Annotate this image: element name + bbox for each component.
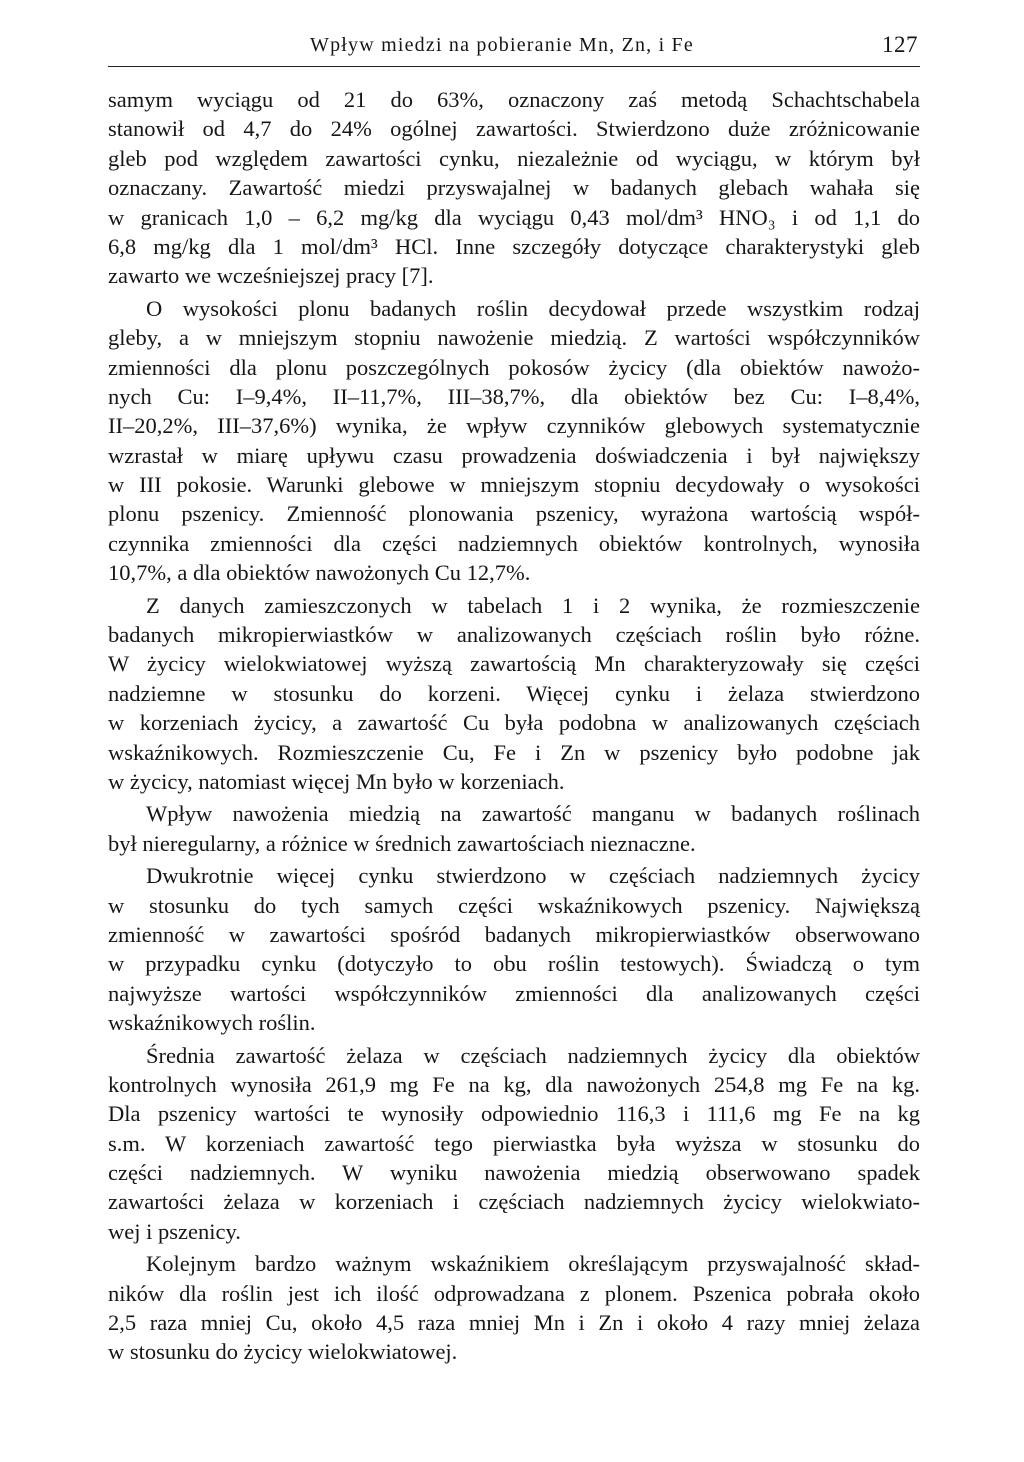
running-head — [108, 32, 920, 66]
paragraph — [108, 591, 920, 797]
text-line: O wysokości plonu badanych roślin decydował przede wszystkim rodzaj — [146, 295, 920, 321]
paragraph — [108, 1041, 920, 1247]
text-line: zawarto we wcześniejszej pracy [7]. — [108, 263, 434, 289]
text-line: 10,7%, a dla obiektów nawożonych Cu 12,7%. — [108, 560, 531, 586]
text-line: Średnia zawartość żelaza w częściach nadziemnych życicy dla obiektów — [146, 1042, 920, 1068]
text-line: Kolejnym bardzo ważnym wskaźnikiem określającym przyswajalność skład- — [146, 1251, 920, 1277]
text-line: badanych mikropierwiastków w analizowanych częściach roślin było różne. — [108, 622, 920, 648]
page-number: 127 — [882, 32, 918, 57]
text-line: wskaźnikowych. Rozmieszczenie Cu, Fe i Zn w pszenicy było podobne jak — [108, 739, 920, 765]
text-line: w granicach 1,0 – 6,2 mg/kg dla wyciągu 0,43 mol/dm³ HNO₃ i od 1,1 do — [108, 204, 920, 230]
text-line: był nieregularny, a różnice w średnich zawartościach nieznaczne. — [108, 830, 696, 856]
text-line: samym wyciągu od 21 do 63%, oznaczony zaś metodą Schachtschabela — [108, 87, 920, 112]
paragraph — [108, 799, 920, 858]
text-line: W życicy wielokwiatowej wyższą zawartością Mn charakteryzowały się części — [108, 651, 920, 677]
text-line: Dla pszenicy wartości te wynosiły odpowiednio 116,3 i 111,6 mg Fe na kg — [108, 1101, 920, 1127]
text-line: plonu pszenicy. Zmienność plonowania pszenicy, wyrażona wartością współ- — [108, 501, 920, 527]
text-line: ników dla roślin jest ich ilość odprowadzana z plonem. Pszenica pobrała około — [108, 1280, 920, 1306]
text-line: gleby, a w mniejszym stopniu nawożenie miedzią. Z wartości współczynników — [108, 325, 920, 351]
text-line: wzrastał w miarę upływu czasu prowadzenia doświadczenia i był największy — [108, 442, 920, 468]
text-line: 6,8 mg/kg dla 1 mol/dm³ HCl. Inne szczegóły dotyczące charakterystyki gleb — [108, 233, 920, 259]
text-line: zmienności dla plonu poszczególnych pokosów życicy (dla obiektów nawożo- — [108, 354, 920, 380]
paragraph — [108, 294, 920, 588]
text-line: s.m. W korzeniach zawartość tego pierwiastka była wyższa w stosunku do — [108, 1130, 920, 1156]
text-line: w korzeniach życicy, a zawartość Cu była podobna w analizowanych częściach — [108, 710, 920, 736]
text-line: Dwukrotnie więcej cynku stwierdzono w częściach nadziemnych życicy — [146, 863, 920, 889]
text-line: II–20,2%, III–37,6%) wynika, że wpływ czynników glebowych systematycznie — [108, 413, 920, 439]
text-line: Z danych zamieszczonych w tabelach 1 i 2 wynika, że rozmieszczenie — [146, 592, 920, 618]
text-line: w przypadku cynku (dotyczyło to obu roślin testowych). Świadczą o tym — [108, 951, 920, 977]
paragraph — [108, 85, 920, 291]
text-line: zawartości żelaza w korzeniach i częściach nadziemnych życicy wielokwiato- — [108, 1189, 920, 1215]
text-line: czynnika zmienności dla części nadziemnych obiektów kontrolnych, wynosiła — [108, 530, 920, 556]
header-rule — [108, 66, 920, 67]
text-line: nych Cu: I–9,4%, II–11,7%, III–38,7%, dla obiektów bez Cu: I–8,4%, — [108, 383, 920, 409]
text-line: 2,5 raza mniej Cu, około 4,5 raza mniej Mn i Zn i około 4 razy mniej żelaza — [108, 1310, 920, 1336]
text-line: w życicy, natomiast więcej Mn było w korzeniach. — [108, 768, 565, 794]
text-line: kontrolnych wynosiła 261,9 mg Fe na kg, dla nawożonych 254,8 mg Fe na kg. — [108, 1071, 920, 1097]
text-line: wej i pszenicy. — [108, 1218, 241, 1244]
text-line: nadziemne w stosunku do korzeni. Więcej cynku i żelaza stwierdzono — [108, 680, 920, 706]
text-line: najwyższe wartości współczynników zmienności dla analizowanych części — [108, 980, 920, 1006]
paragraph — [108, 1249, 920, 1367]
text-line: w III pokosie. Warunki glebowe w mniejszym stopniu decydowały o wysokości — [108, 472, 920, 498]
text-line: Wpływ nawożenia miedzią na zawartość manganu w badanych roślinach — [146, 801, 920, 827]
paragraph — [108, 861, 920, 1037]
text-line: oznaczany. Zawartość miedzi przyswajalnej w badanych glebach wahała się — [108, 175, 920, 201]
text-line: wskaźnikowych roślin. — [108, 1010, 316, 1036]
text-line: stanowił od 4,7 do 24% ogólnej zawartości. Stwierdzono duże zróżnicowanie — [108, 116, 920, 142]
text-line: w stosunku do tych samych części wskaźnikowych pszenicy. Największą — [108, 892, 920, 918]
text-line: gleb pod względem zawartości cynku, niezależnie od wyciągu, w którym był — [108, 145, 920, 171]
body-text — [108, 85, 920, 1370]
running-title: Wpływ miedzi na pobieranie Mn, Zn, i Fe — [310, 34, 694, 56]
text-line: w stosunku do życicy wielokwiatowej. — [108, 1339, 458, 1365]
text-line: części nadziemnych. W wyniku nawożenia miedzią obserwowano spadek — [108, 1160, 920, 1186]
text-line: zmienność w zawartości spośród badanych mikropierwiastków obserwowano — [108, 921, 920, 947]
